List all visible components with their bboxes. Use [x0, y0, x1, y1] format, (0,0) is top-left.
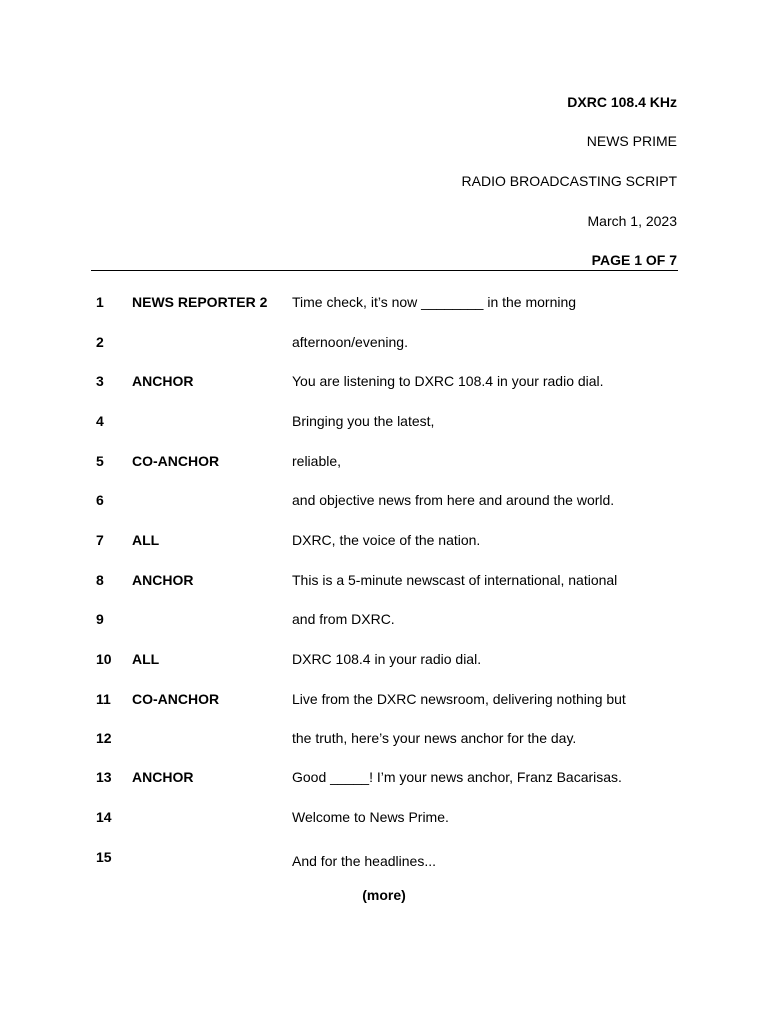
line-number: 10 [96, 651, 112, 667]
line-number: 2 [96, 334, 104, 350]
line-text: This is a 5-minute newscast of international, national [292, 572, 618, 588]
header-divider [91, 270, 678, 271]
line-text: afternoon/evening. [292, 334, 408, 350]
script-line [0, 490, 768, 510]
line-text: reliable, [292, 453, 342, 469]
line-number: 3 [96, 373, 104, 389]
script-line [0, 609, 768, 629]
line-number: 9 [96, 611, 104, 627]
speaker-label: ALL [132, 532, 160, 548]
line-text: DXRC, the voice of the nation. [292, 532, 481, 548]
line-number: 12 [96, 730, 112, 746]
script-line [0, 451, 768, 471]
line-number: 7 [96, 532, 104, 548]
speaker-label: ANCHOR [132, 373, 194, 389]
line-text: DXRC 108.4 in your radio dial. [292, 651, 482, 667]
speaker-label: CO-ANCHOR [132, 691, 220, 707]
line-text: Good _____! I’m your news anchor, Franz Bacarisas. [292, 769, 622, 785]
line-number: 11 [96, 691, 111, 707]
line-text: Welcome to News Prime. [292, 809, 449, 825]
line-number: 1 [96, 294, 104, 310]
line-text: and from DXRC. [292, 611, 395, 627]
line-text: the truth, here’s your news anchor for the day. [292, 730, 577, 746]
speaker-label: ALL [132, 651, 160, 667]
script-line [0, 807, 768, 827]
line-text: And for the headlines... [292, 853, 436, 869]
line-text: Bringing you the latest, [292, 413, 435, 429]
script-line [0, 570, 768, 590]
line-number: 8 [96, 572, 104, 588]
script-line [0, 371, 768, 391]
station-name: DXRC 108.4 KHz [567, 94, 677, 110]
line-number: 13 [96, 769, 112, 785]
script-date: March 1, 2023 [587, 213, 677, 229]
continuation-marker: (more) [362, 887, 406, 903]
line-text: Time check, it’s now ________ in the morning [292, 294, 577, 310]
script-line [0, 530, 768, 550]
script-line [0, 767, 768, 787]
page-indicator: PAGE 1 OF 7 [591, 252, 677, 268]
script-line [0, 411, 768, 431]
speaker-label: ANCHOR [132, 769, 194, 785]
line-number: 6 [96, 492, 104, 508]
program-name: NEWS PRIME [586, 133, 677, 149]
script-line [0, 728, 768, 748]
script-line [0, 649, 768, 669]
line-text: and objective news from here and around the world. [292, 492, 615, 508]
line-number: 5 [96, 453, 104, 469]
line-number: 14 [96, 809, 112, 825]
speaker-label: NEWS REPORTER 2 [132, 294, 268, 310]
line-text: You are listening to DXRC 108.4 in your radio dial. [292, 373, 604, 389]
document-type: RADIO BROADCASTING SCRIPT [461, 173, 677, 189]
line-number: 4 [96, 413, 104, 429]
script-line [0, 292, 768, 312]
line-text: Live from the DXRC newsroom, delivering nothing but [292, 691, 626, 707]
script-line [0, 689, 768, 709]
script-line [0, 847, 768, 867]
speaker-label: ANCHOR [132, 572, 194, 588]
speaker-label: CO-ANCHOR [132, 453, 220, 469]
script-line [0, 332, 768, 352]
line-number: 15 [96, 849, 112, 865]
